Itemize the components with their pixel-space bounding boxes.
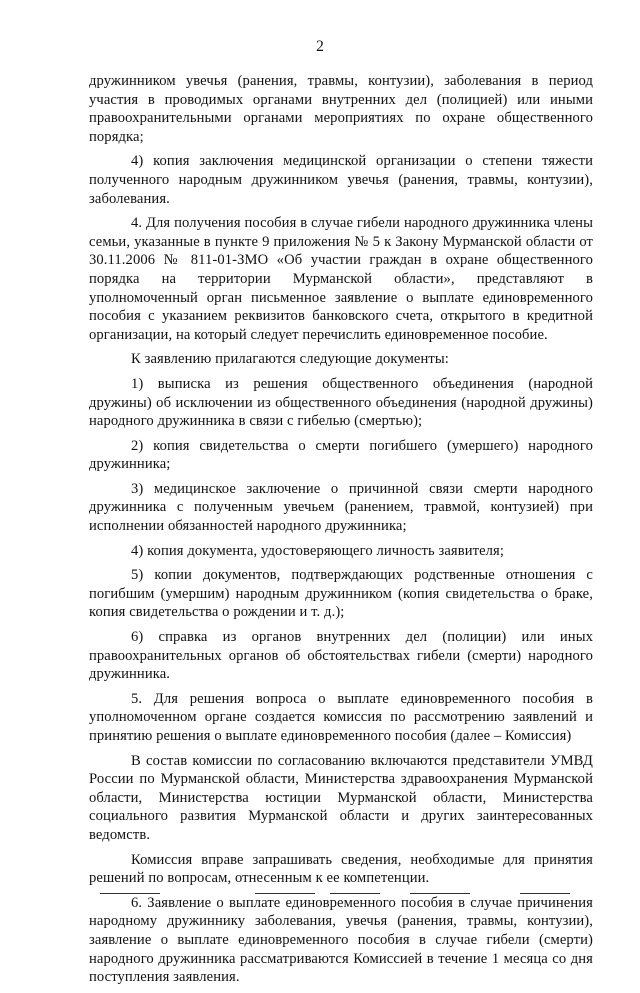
bottom-rule — [100, 893, 160, 894]
paragraph-item-4: 4) копия заключения медицинской организации о степени тяжести полученного народным дружинником увечья (ранения, травмы, контузии), заболевания. — [89, 153, 593, 207]
paragraph-doc-3: 3) медицинское заключение о причинной связи смерти народного дружинника с полученным увечьем (ранением, травмой, контузией) при исполнении обязанностей народного дружинника; — [89, 480, 593, 535]
bottom-rule — [330, 893, 380, 894]
paragraph-doc-4: 4) копия документа, удостоверяющего личность заявителя; — [131, 542, 505, 559]
paragraph-section-5: 5. Для решения вопроса о выплате единовременного пособия в уполномоченном органе создается комиссия по рассмотрению заявлений и принятию решения о выплате единовременного пособия (далее – Комиссия) — [89, 690, 593, 744]
bottom-rule — [255, 893, 315, 894]
paragraph-doc-2: 2) копия свидетельства о смерти погибшего (умершего) народного дружинника; — [89, 437, 593, 473]
page-number: 2 — [316, 38, 324, 55]
paragraph-section-4: 4. Для получения пособия в случае гибели народного дружинника члены семьи, указанные в пункте 9 приложения № 5 к Закону Мурманской области от 30.11.2006 № 811-01-ЗМО «Об участии граждан в охране общественного порядка на территории Мурманской области», представляют в уполномоченный орган письменное заявление о выплате единовременного пособия с указанием реквизитов банковского счета, открытого в кредитной организации, на который следует перечислить единовременное пособие. — [89, 215, 593, 343]
page-bottom-rules — [0, 893, 640, 896]
bottom-rule — [520, 893, 570, 894]
paragraph-commission-rights: Комиссия вправе запрашивать сведения, необходимые для принятия решений по вопросам, отнесенным к ее компетенции. — [89, 851, 593, 887]
paragraph-documents-intro: К заявлению прилагаются следующие документы: — [131, 351, 449, 368]
paragraph-section-6: 6. Заявление о выплате единовременного пособия в случае причинения народному дружиннику заболевания, увечья (ранения, травмы, контузии), заявление о выплате единовременного пособия в случае гибели (смерти) народного дружинника рассматриваются Комиссией в течение 1 месяца со дня поступления заявления. — [89, 894, 593, 986]
paragraph-commission-members: В состав комиссии по согласованию включаются представители УМВД России по Мурманской области, Министерства здравоохранения Мурманской области, Министерства юстиции Мурманской области, Министерства социального развития Мурманской области и других заинтересованных ведомств. — [89, 752, 593, 843]
paragraph-doc-5: 5) копии документов, подтверждающих родственные отношения с погибшим (умершим) народным дружинником (копия свидетельства о браке, копия свидетельства о рождении и т. д.); — [89, 567, 593, 621]
document-body — [89, 72, 593, 993]
paragraph-continuation: дружинником увечья (ранения, травмы, контузии), заболевания в период участия в проводимых органами внутренних дел (полицией) или иными правоохранительными органами мероприятиях по охране общественного порядка; — [89, 73, 593, 145]
bottom-rule — [410, 893, 470, 894]
paragraph-doc-1: 1) выписка из решения общественного объединения (народной дружины) об исключении из общественного объединения (народной дружины) народного дружинника в связи с гибелью (смертью); — [89, 375, 593, 430]
paragraph-doc-6: 6) справка из органов внутренних дел (полиции) или иных правоохранительных органов об обстоятельствах гибели (смерти) народного дружинника. — [89, 629, 593, 683]
